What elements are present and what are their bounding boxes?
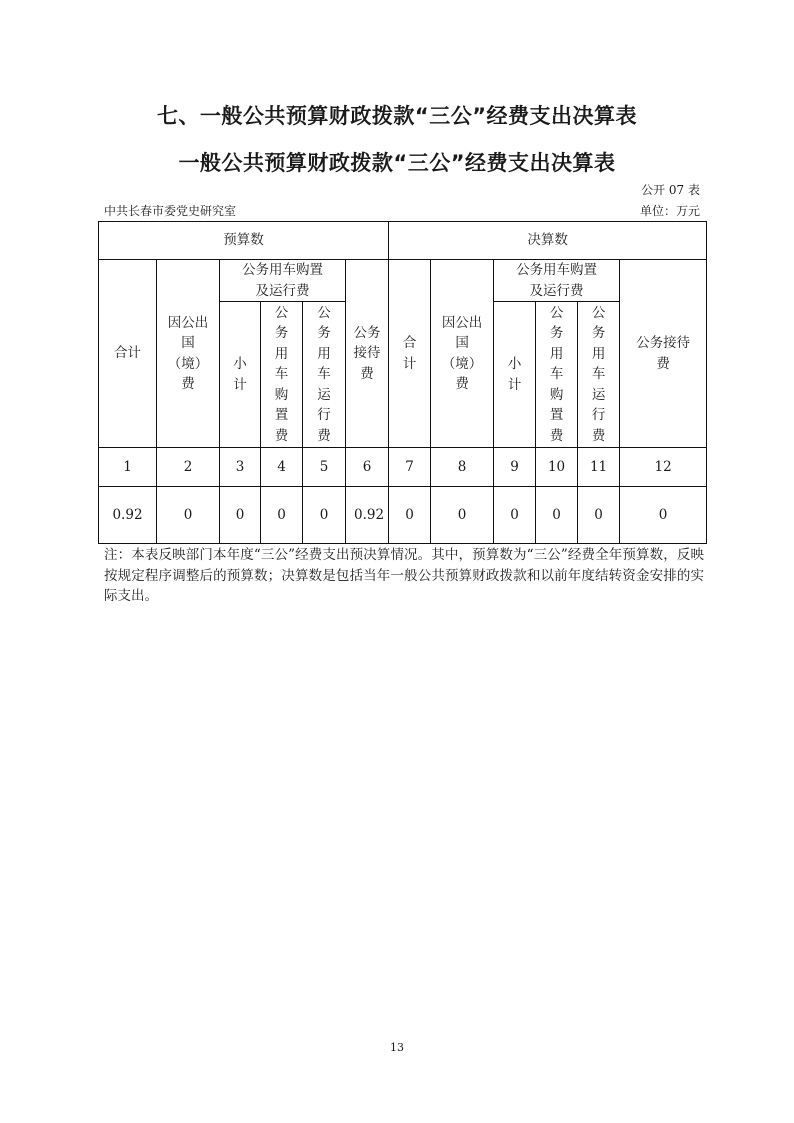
table-note: 注：本表反映部门本年度“三公”经费支出预决算情况。其中，预算数为“三公”经费全年预算数，反映按规定程序调整后的预算数；决算数是包括当年一般公共预算财政拨款和以前年度结转资金安排的实际支出。 <box>104 547 704 604</box>
budget-total-header: 合计 <box>99 260 157 448</box>
actual-subtotal-header: 小计 <box>494 302 536 448</box>
actual-vehicle-group-header: 公务用车购置及运行费 <box>494 260 620 302</box>
actual-abroad-header: 因公出国（境）费 <box>431 260 494 448</box>
column-number: 12 <box>620 448 707 487</box>
value-cell: 0 <box>303 487 346 544</box>
table-title: 一般公共预算财政拨款“三公”经费支出决算表 <box>178 151 616 175</box>
sub-header-row <box>99 260 707 302</box>
value-cell: 0 <box>431 487 494 544</box>
column-number: 1 <box>99 448 157 487</box>
value-cell: 0 <box>389 487 431 544</box>
actual-reception-header: 公务接待费 <box>620 260 707 448</box>
page-number: 13 <box>390 1041 404 1054</box>
column-number-row <box>99 448 707 487</box>
column-number: 8 <box>431 448 494 487</box>
column-number: 9 <box>494 448 536 487</box>
value-cell: 0.92 <box>346 487 389 544</box>
budget-reception-header: 公务接待费 <box>346 260 389 448</box>
value-cell: 0 <box>261 487 303 544</box>
budget-vehicle-operation-header: 公务用车运行费 <box>303 302 346 448</box>
column-number: 11 <box>578 448 620 487</box>
group-header-row <box>99 222 707 260</box>
value-cell: 0 <box>494 487 536 544</box>
budget-abroad-header: 因公出国（境）费 <box>157 260 220 448</box>
column-number: 7 <box>389 448 431 487</box>
value-cell: 0 <box>620 487 707 544</box>
budget-vehicle-group-header: 公务用车购置及运行费 <box>220 260 346 302</box>
value-cell: 0 <box>536 487 578 544</box>
three-public-expenses-table <box>98 221 707 544</box>
column-number: 3 <box>220 448 261 487</box>
value-cell: 0.92 <box>99 487 157 544</box>
value-cell: 0 <box>157 487 220 544</box>
unit-label: 单位：万元 <box>639 204 700 218</box>
budget-vehicle-purchase-header: 公务用车购置费 <box>261 302 303 448</box>
actual-group-header: 决算数 <box>389 222 707 260</box>
column-number: 6 <box>346 448 389 487</box>
section-title: 七、一般公共预算财政拨款“三公”经费支出决算表 <box>156 104 638 128</box>
actual-vehicle-purchase-header: 公务用车购置费 <box>536 302 578 448</box>
organization-name: 中共长春市委党史研究室 <box>104 204 237 218</box>
column-number: 5 <box>303 448 346 487</box>
value-cell: 0 <box>220 487 261 544</box>
column-number: 4 <box>261 448 303 487</box>
budget-subtotal-header: 小计 <box>220 302 261 448</box>
value-cell: 0 <box>578 487 620 544</box>
column-number: 2 <box>157 448 220 487</box>
budget-group-header: 预算数 <box>99 222 389 260</box>
actual-total-header: 合计 <box>389 260 431 448</box>
table-number: 公开 07 表 <box>641 183 700 197</box>
actual-vehicle-operation-header: 公务用车运行费 <box>578 302 620 448</box>
data-row <box>99 487 707 544</box>
column-number: 10 <box>536 448 578 487</box>
